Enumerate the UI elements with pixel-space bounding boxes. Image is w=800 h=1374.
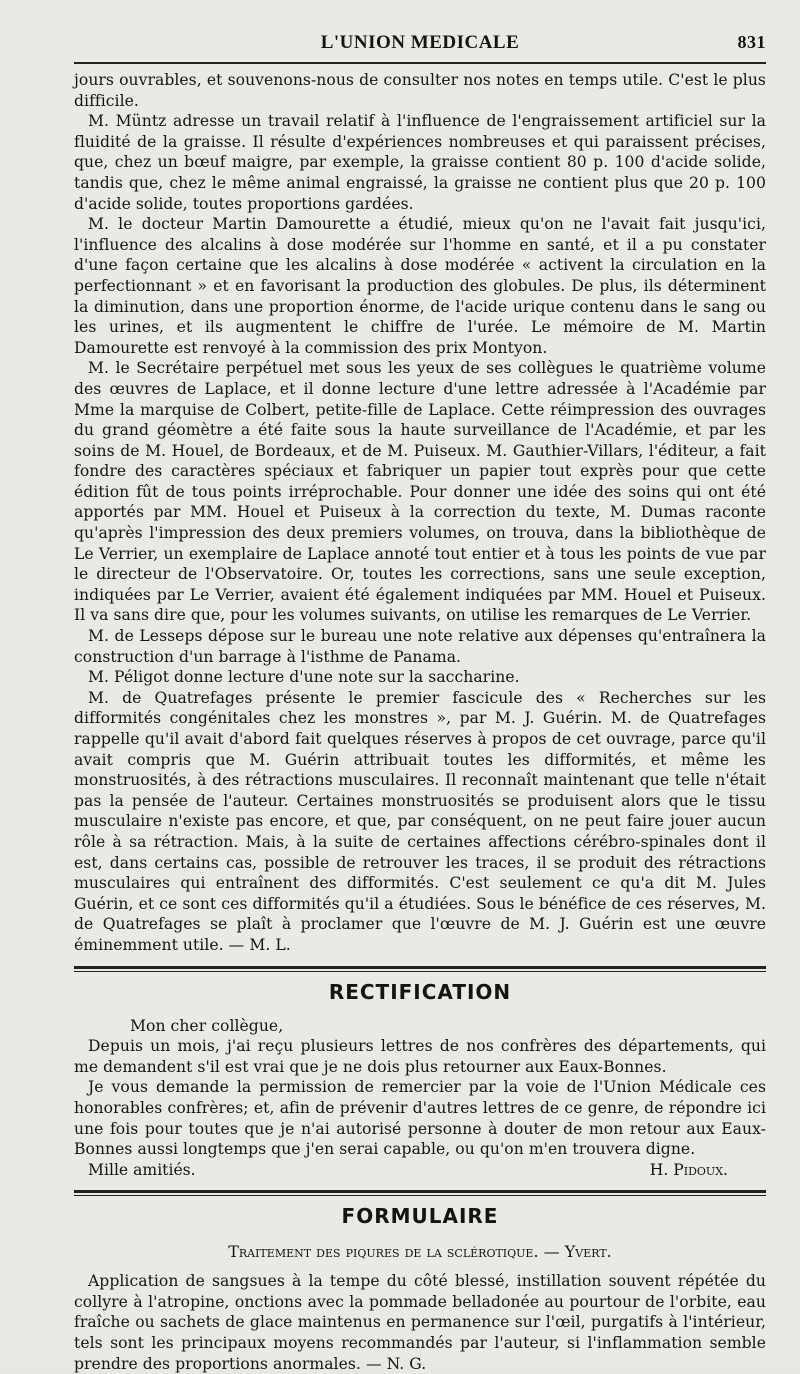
paragraph-peligot: M. Péligot donne lecture d'une note sur la saccharine. <box>88 668 520 687</box>
journal-title: L'UNION MEDICALE <box>320 32 520 53</box>
paragraph-muntz: M. Müntz adresse un travail relatif à l'influence de l'engraissement artificiel sur la fluidité de la graisse. Il résulte d'expériences nombreuses et qui paraissent précises, que, chez un bœuf maigre, par exemple, la graisse contient 80 p. 100 d'acide solide, tandis que, chez le même animal engraissé, la graisse ne contient plus que 20 p. 100 d'acide solide, toutes proportions gardées. <box>74 112 766 213</box>
header-rule <box>74 62 766 64</box>
paragraph-laplace: M. le Secrétaire perpétuel met sous les yeux de ses collègues le quatrième volume des œuvres de Laplace, et il donne lecture d'une lettre adressée à l'Académie par Mme la marquise de Colbert, petite-fille de Laplace. Cette réimpression des ouvrages du grand géomètre a été faite sous la haute surveillance de l'Académie, et par les soins de M. Houel, de Bordeaux, et de M. Puiseux. M. Gauthier-Villars, l'éditeur, a fait fondre des caractères spéciaux et fabriquer un papier tout exprès pour que cette édition fût de tous points irréprochable. Pour donner une idée des soins qui ont été apportés par MM. Houel et Puiseux à la correction du texte, M. Dumas raconte qu'après l'impression des deux premiers volumes, on trouva, dans la bibliothèque de Le Verrier, un exemplaire de Laplace annoté tout entier et à tous les points de vue par le directeur de l'Observatoire. Or, toutes les corrections, sans une seule exception, indiquées par Le Verrier, avaient été également indiquées par MM. Houel et Puiseux. Il va sans dire que, pour les volumes suivants, on utilise les remarques de Le Verrier. <box>74 359 766 625</box>
formulaire-heading: FORMULAIRE <box>341 1204 499 1229</box>
rectification-heading: RECTIFICATION <box>328 979 512 1004</box>
running-head <box>74 26 766 56</box>
section-divider <box>74 1190 766 1196</box>
closing: Mille amitiés. <box>88 1160 196 1179</box>
paragraph-lesseps: M. de Lesseps dépose sur le bureau une note relative aux dépenses qu'entraînera la construction d'un barrage à l'isthme de Panama. <box>74 627 766 666</box>
signature: H. Pidoux. <box>649 1160 728 1179</box>
letter-signoff <box>74 1160 766 1181</box>
rectification-letter <box>74 1016 766 1181</box>
formulaire-text: Application de sangsues à la tempe du côté blessé, instillation souvent répétée du collyre à l'atropine, onctions avec la pommade belladonée au pourtour de l'orbite, eau fraîche ou sachets de glace maintenus en permanence sur l'œil, purgatifs à l'intérieur, tels sont les principaux moyens recommandés par l'auteur, si l'inflammation semble prendre des proportions anormales. — N. G. <box>74 1272 766 1373</box>
salutation: Mon cher collègue, <box>130 1016 284 1035</box>
academy-report <box>74 70 766 956</box>
paragraph-damourette: M. le docteur Martin Damourette a étudié, mieux qu'on ne l'avait fait jusqu'ici, l'influence des alcalins à dose modérée sur l'homme en santé, et il a pu constater d'une façon certaine que les alcalins à dose modérée « activent la circulation en la perfectionnant » et en favorisant la production des globules. De plus, ils déterminent la diminution, dans une proportion énorme, de l'acide urique contenu dans le sang ou les urines, et ils augmentent le chiffre de l'urée. Le mémoire de M. Martin Damourette est renvoyé à la commission des prix Montyon. <box>74 215 766 357</box>
section-divider <box>74 966 766 972</box>
paragraph-continuation: jours ouvrables, et souvenons-nous de consulter nos notes en temps utile. C'est le plus difficile. <box>74 71 766 110</box>
formulaire-subheading: Traitement des piqures de la sclérotique. — Yvert. <box>228 1242 612 1262</box>
page-number: 831 <box>737 32 766 52</box>
letter-paragraph: Je vous demande la permission de remercier par la voie de l'Union Médicale ces honorables confrères; et, afin de prévenir d'autres lettres de ce genre, de répondre ici une fois pour toutes que je n'ai autorisé personne à douter de mon retour aux Eaux-Bonnes aussi longtemps que j'en serai capable, ou qu'on m'en trouvera digne. <box>74 1078 766 1159</box>
paragraph-quatrefages: M. de Quatrefages présente le premier fascicule des « Recherches sur les difformités congénitales chez les monstres », par M. J. Guérin. M. de Quatrefages rappelle qu'il avait d'abord fait quelques réserves à propos de cet ouvrage, parce qu'il avait compris que M. Guérin attribuait toutes les difformités, et même les monstruosités, à des rétractions musculaires. Il reconnaît maintenant que telle n'était pas la pensée de l'auteur. Certaines monstruosités se produisent alors que le tissu musculaire n'existe pas encore, et que, par conséquent, on ne peut faire jouer aucun rôle à sa rétraction. Mais, à la suite de certaines affections cérébro-spinales dont il est, dans certains cas, possible de retrouver les traces, il se produit des rétractions musculaires qui entraînent des difformités. C'est seulement ce qu'a dit M. Jules Guérin, et ce sont ces difformités qu'il a étudiées. Sous le bénéfice de ces réserves, M. de Quatrefages se plaît à proclamer que l'œuvre de M. J. Guérin est une œuvre éminemment utile. — M. L. <box>74 688 766 954</box>
letter-paragraph: Depuis un mois, j'ai reçu plusieurs lettres de nos confrères des départements, qui me demandent s'il est vrai que je ne dois plus retourner aux Eaux-Bonnes. <box>74 1037 766 1076</box>
